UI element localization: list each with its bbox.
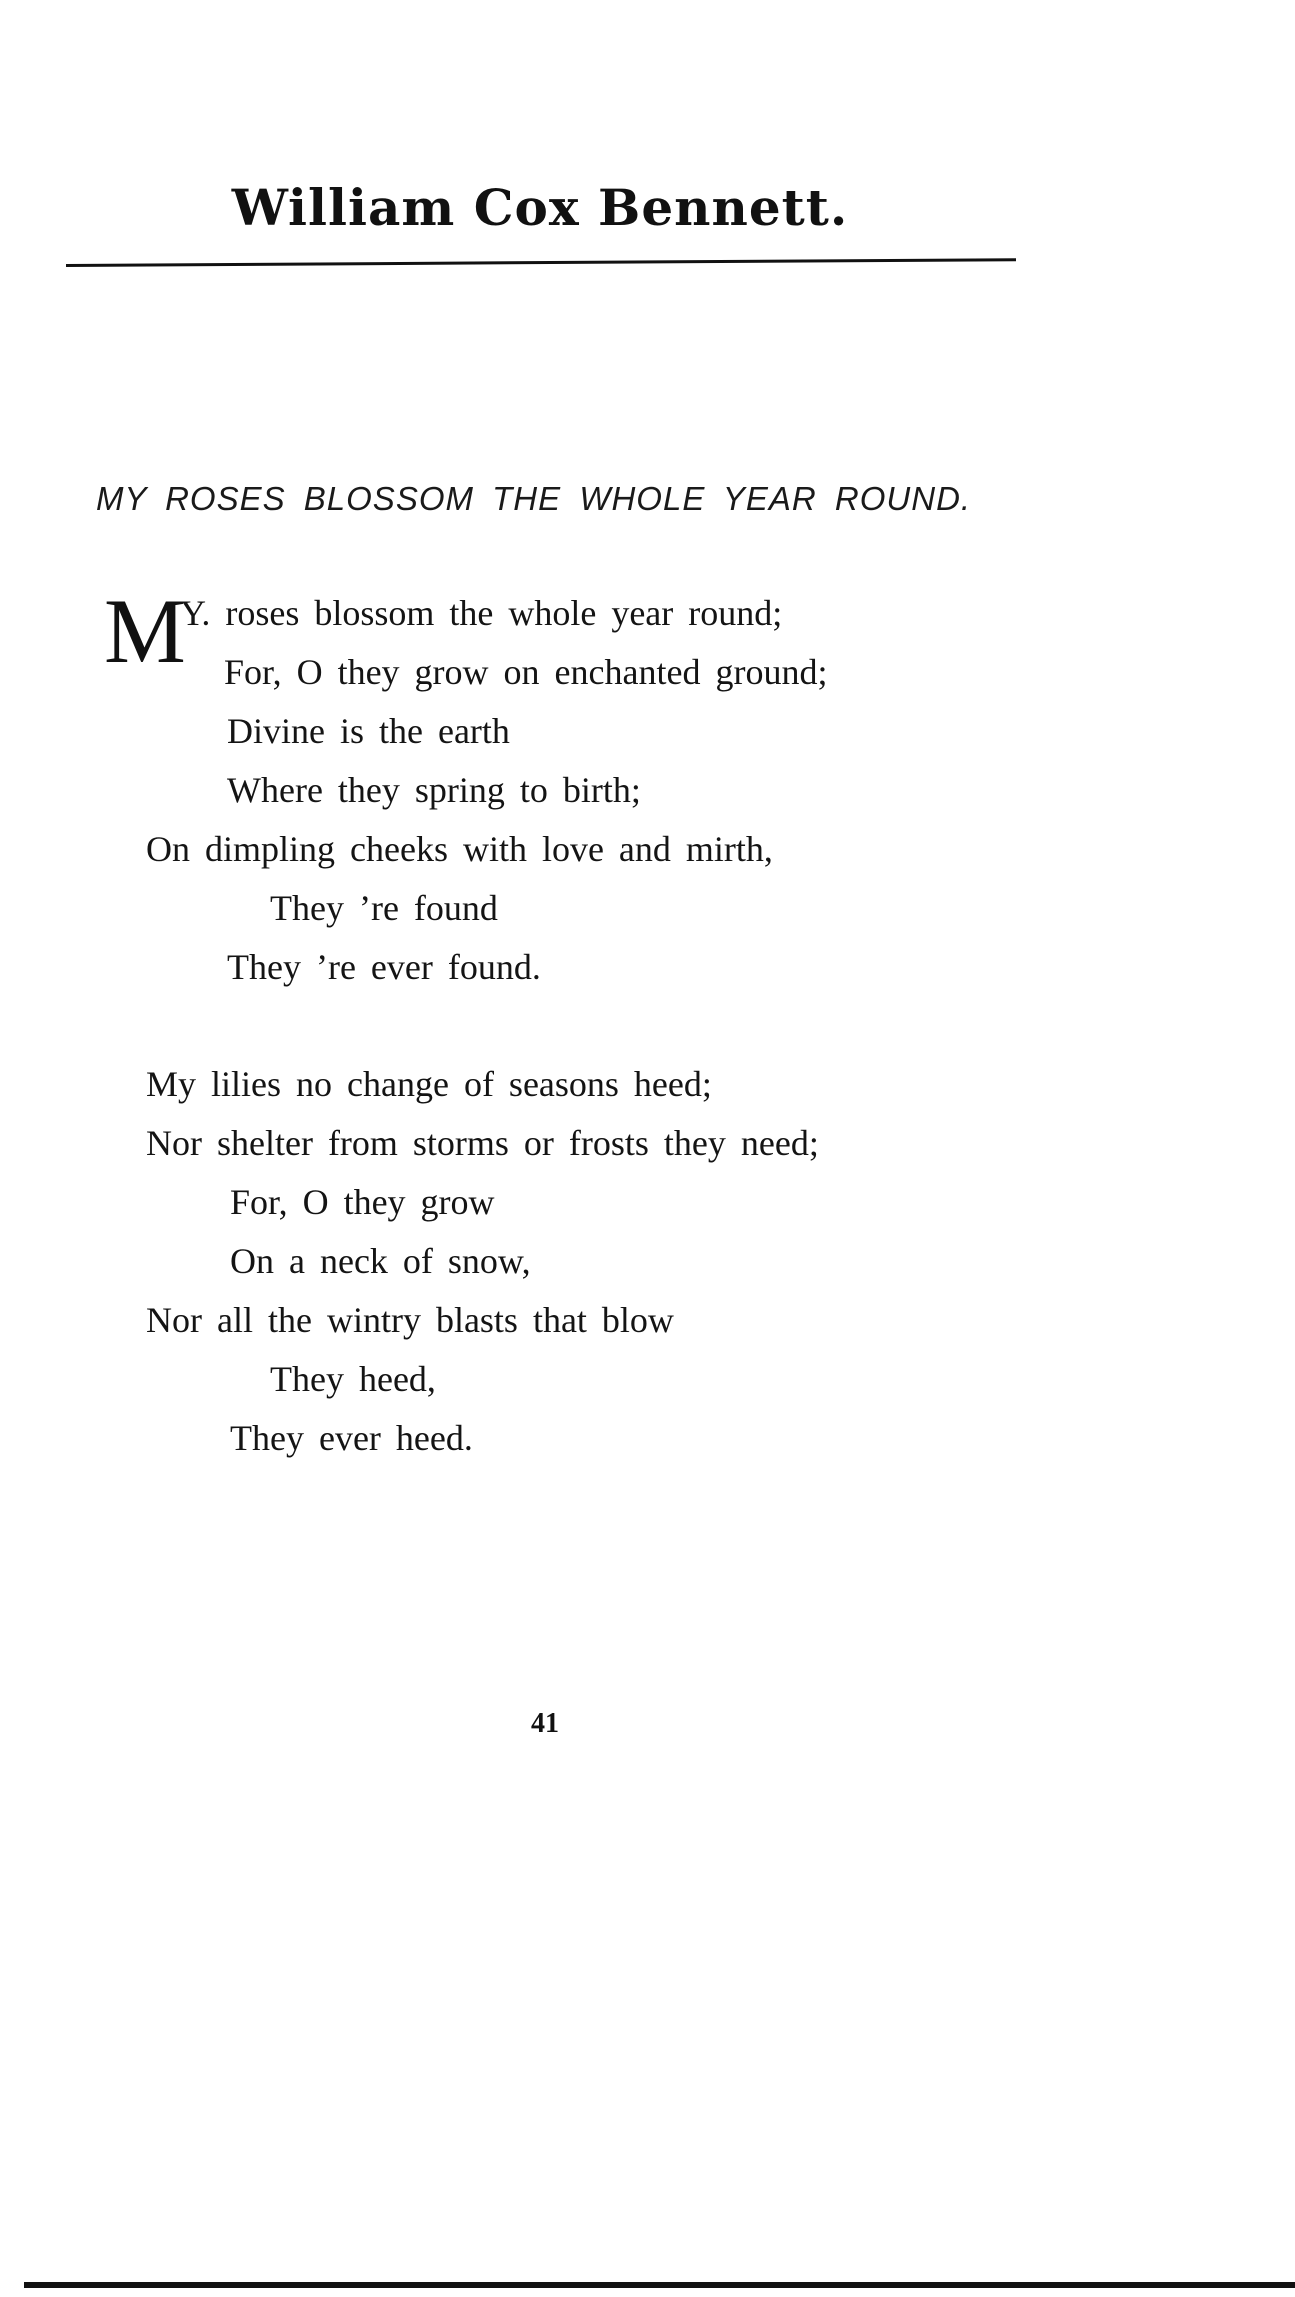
poem-line: Y. roses blossom the whole year round;	[180, 593, 783, 633]
poem-line: On dimpling cheeks with love and mirth,	[146, 829, 773, 869]
poem-title: MY ROSES BLOSSOM THE WHOLE YEAR ROUND.	[96, 480, 972, 517]
poem-line: Divine is the earth	[227, 711, 510, 751]
poem-line: Nor shelter from storms or frosts they need;	[146, 1123, 819, 1163]
poem-line: Where they spring to birth;	[227, 770, 641, 810]
running-head: William Cox Bennett.	[231, 178, 849, 237]
poem-line: They ’re found	[270, 888, 498, 928]
poem-line: They heed,	[270, 1359, 436, 1399]
page-number: 41	[531, 1708, 559, 1739]
poem-line: They ever heed.	[230, 1418, 473, 1458]
poem-line: For, O they grow on enchanted ground;	[224, 652, 828, 692]
poem-line: For, O they grow	[230, 1182, 495, 1222]
drop-cap: M	[104, 580, 186, 682]
poem-line: On a neck of snow,	[230, 1241, 531, 1281]
poem-line: Nor all the wintry blasts that blow	[146, 1300, 674, 1340]
poem-line: They ’re ever found.	[227, 947, 541, 987]
poem-line: My lilies no change of seasons heed;	[146, 1064, 712, 1104]
bottom-edge-rule	[24, 2282, 1295, 2288]
header-rule	[66, 258, 1016, 267]
